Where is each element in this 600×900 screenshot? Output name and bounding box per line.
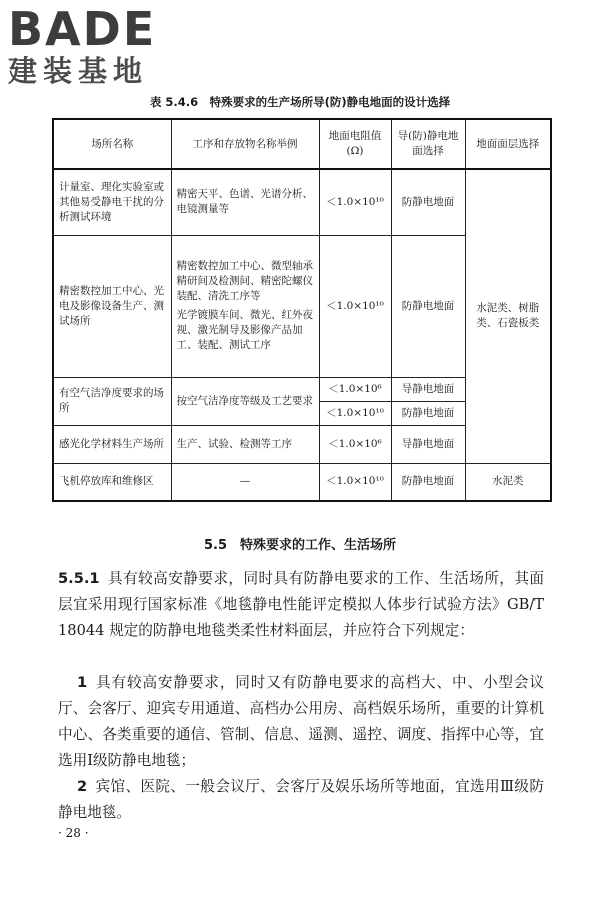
cell-resistance: ＜1.0×10¹⁰	[319, 463, 391, 501]
logo-subtitle: 建装基地	[8, 54, 149, 88]
list-item	[58, 774, 544, 826]
section-title: 5.5 特殊要求的工作、生活场所	[203, 538, 397, 553]
cell-process: 精密天平、色谱、光谱分析、电镜测量等	[171, 169, 319, 235]
header-choice: 导(防)静电地面选择	[391, 119, 465, 169]
cell-resistance: ＜1.0×10⁶	[319, 377, 391, 401]
cell-choice: 防静电地面	[391, 401, 465, 425]
cell-resistance: ＜1.0×10¹⁰	[319, 169, 391, 235]
item-text: 宾馆、医院、一般会议厅、会客厅及娱乐场所等地面，宜选用Ⅲ级防静电地毯。	[58, 778, 544, 821]
table-row	[53, 463, 551, 501]
header-process: 工序和存放物名称举例	[171, 119, 319, 169]
cell-choice: 防静电地面	[391, 235, 465, 377]
cell-place: 有空气洁净度要求的场所	[53, 377, 171, 425]
page-number: · 28 ·	[58, 826, 89, 840]
cell-choice: 导静电地面	[391, 425, 465, 463]
cell-place: 计量室、理化实验室或其他易受静电干扰的分析测试环境	[53, 169, 171, 235]
clause-paragraph	[58, 566, 544, 644]
clause-number: 5.5.1	[58, 570, 100, 587]
header-surface: 地面面层选择	[465, 119, 551, 169]
cell-process: 按空气洁净度等级及工艺要求	[171, 377, 319, 425]
cell-place: 感光化学材料生产场所	[53, 425, 171, 463]
cell-place: 精密数控加工中心、光电及影像设备生产、测试场所	[53, 235, 171, 377]
cell-process-part-2: 光学镀膜车间、微光、红外夜视、激光制导及影像产品加工、装配、测试工序	[176, 309, 313, 351]
item-text: 具有较高安静要求，同时又有防静电要求的高档大、中、小型会议厅、会客厅、迎宾专用通道、高档办公用房、高档娱乐场所，重要的计算机中心、各类重要的通信、管制、信息、遥测、遥控、调度、指挥中心等，宜选用Ⅰ级防静电地毯；	[58, 674, 544, 769]
logo-brand: BADE	[8, 2, 157, 56]
table-row	[53, 169, 551, 235]
cell-choice: 防静电地面	[391, 169, 465, 235]
cell-choice: 导静电地面	[391, 377, 465, 401]
logo	[8, 2, 178, 90]
header-place: 场所名称	[53, 119, 171, 169]
clause-text: 具有较高安静要求，同时具有防静电要求的工作、生活场所，其面层宜采用现行国家标准《地毯静电性能评定模拟人体步行试验方法》GB/T 18044 规定的防静电地毯类柔性材料面层，并应符合下列规定：	[58, 570, 544, 639]
item-number: 1	[76, 674, 88, 691]
cell-process-part-1: 精密数控加工中心、微型轴承精研间及检测间、精密陀螺仪装配、清洗工序等	[176, 260, 313, 302]
cell-place: 飞机停放库和维修区	[53, 463, 171, 501]
cell-resistance: ＜1.0×10¹⁰	[319, 235, 391, 377]
table-caption: 表 5.4.6 特殊要求的生产场所导(防)静电地面的设计选择	[149, 95, 451, 109]
cell-process: —	[171, 463, 319, 501]
cell-surface-2: 水泥类	[465, 463, 551, 501]
cell-process	[171, 235, 319, 377]
list-item	[58, 670, 544, 774]
design-selection-table	[52, 118, 552, 502]
cell-resistance: ＜1.0×10⁶	[319, 425, 391, 463]
table-header-row	[53, 119, 551, 169]
cell-surface-1: 水泥类、树脂类、石瓷板类	[465, 169, 551, 463]
cell-process: 生产、试验、检测等工序	[171, 425, 319, 463]
cell-choice: 防静电地面	[391, 463, 465, 501]
cell-resistance: ＜1.0×10¹⁰	[319, 401, 391, 425]
item-number: 2	[76, 778, 88, 795]
header-resistance: 地面电阻值(Ω)	[319, 119, 391, 169]
